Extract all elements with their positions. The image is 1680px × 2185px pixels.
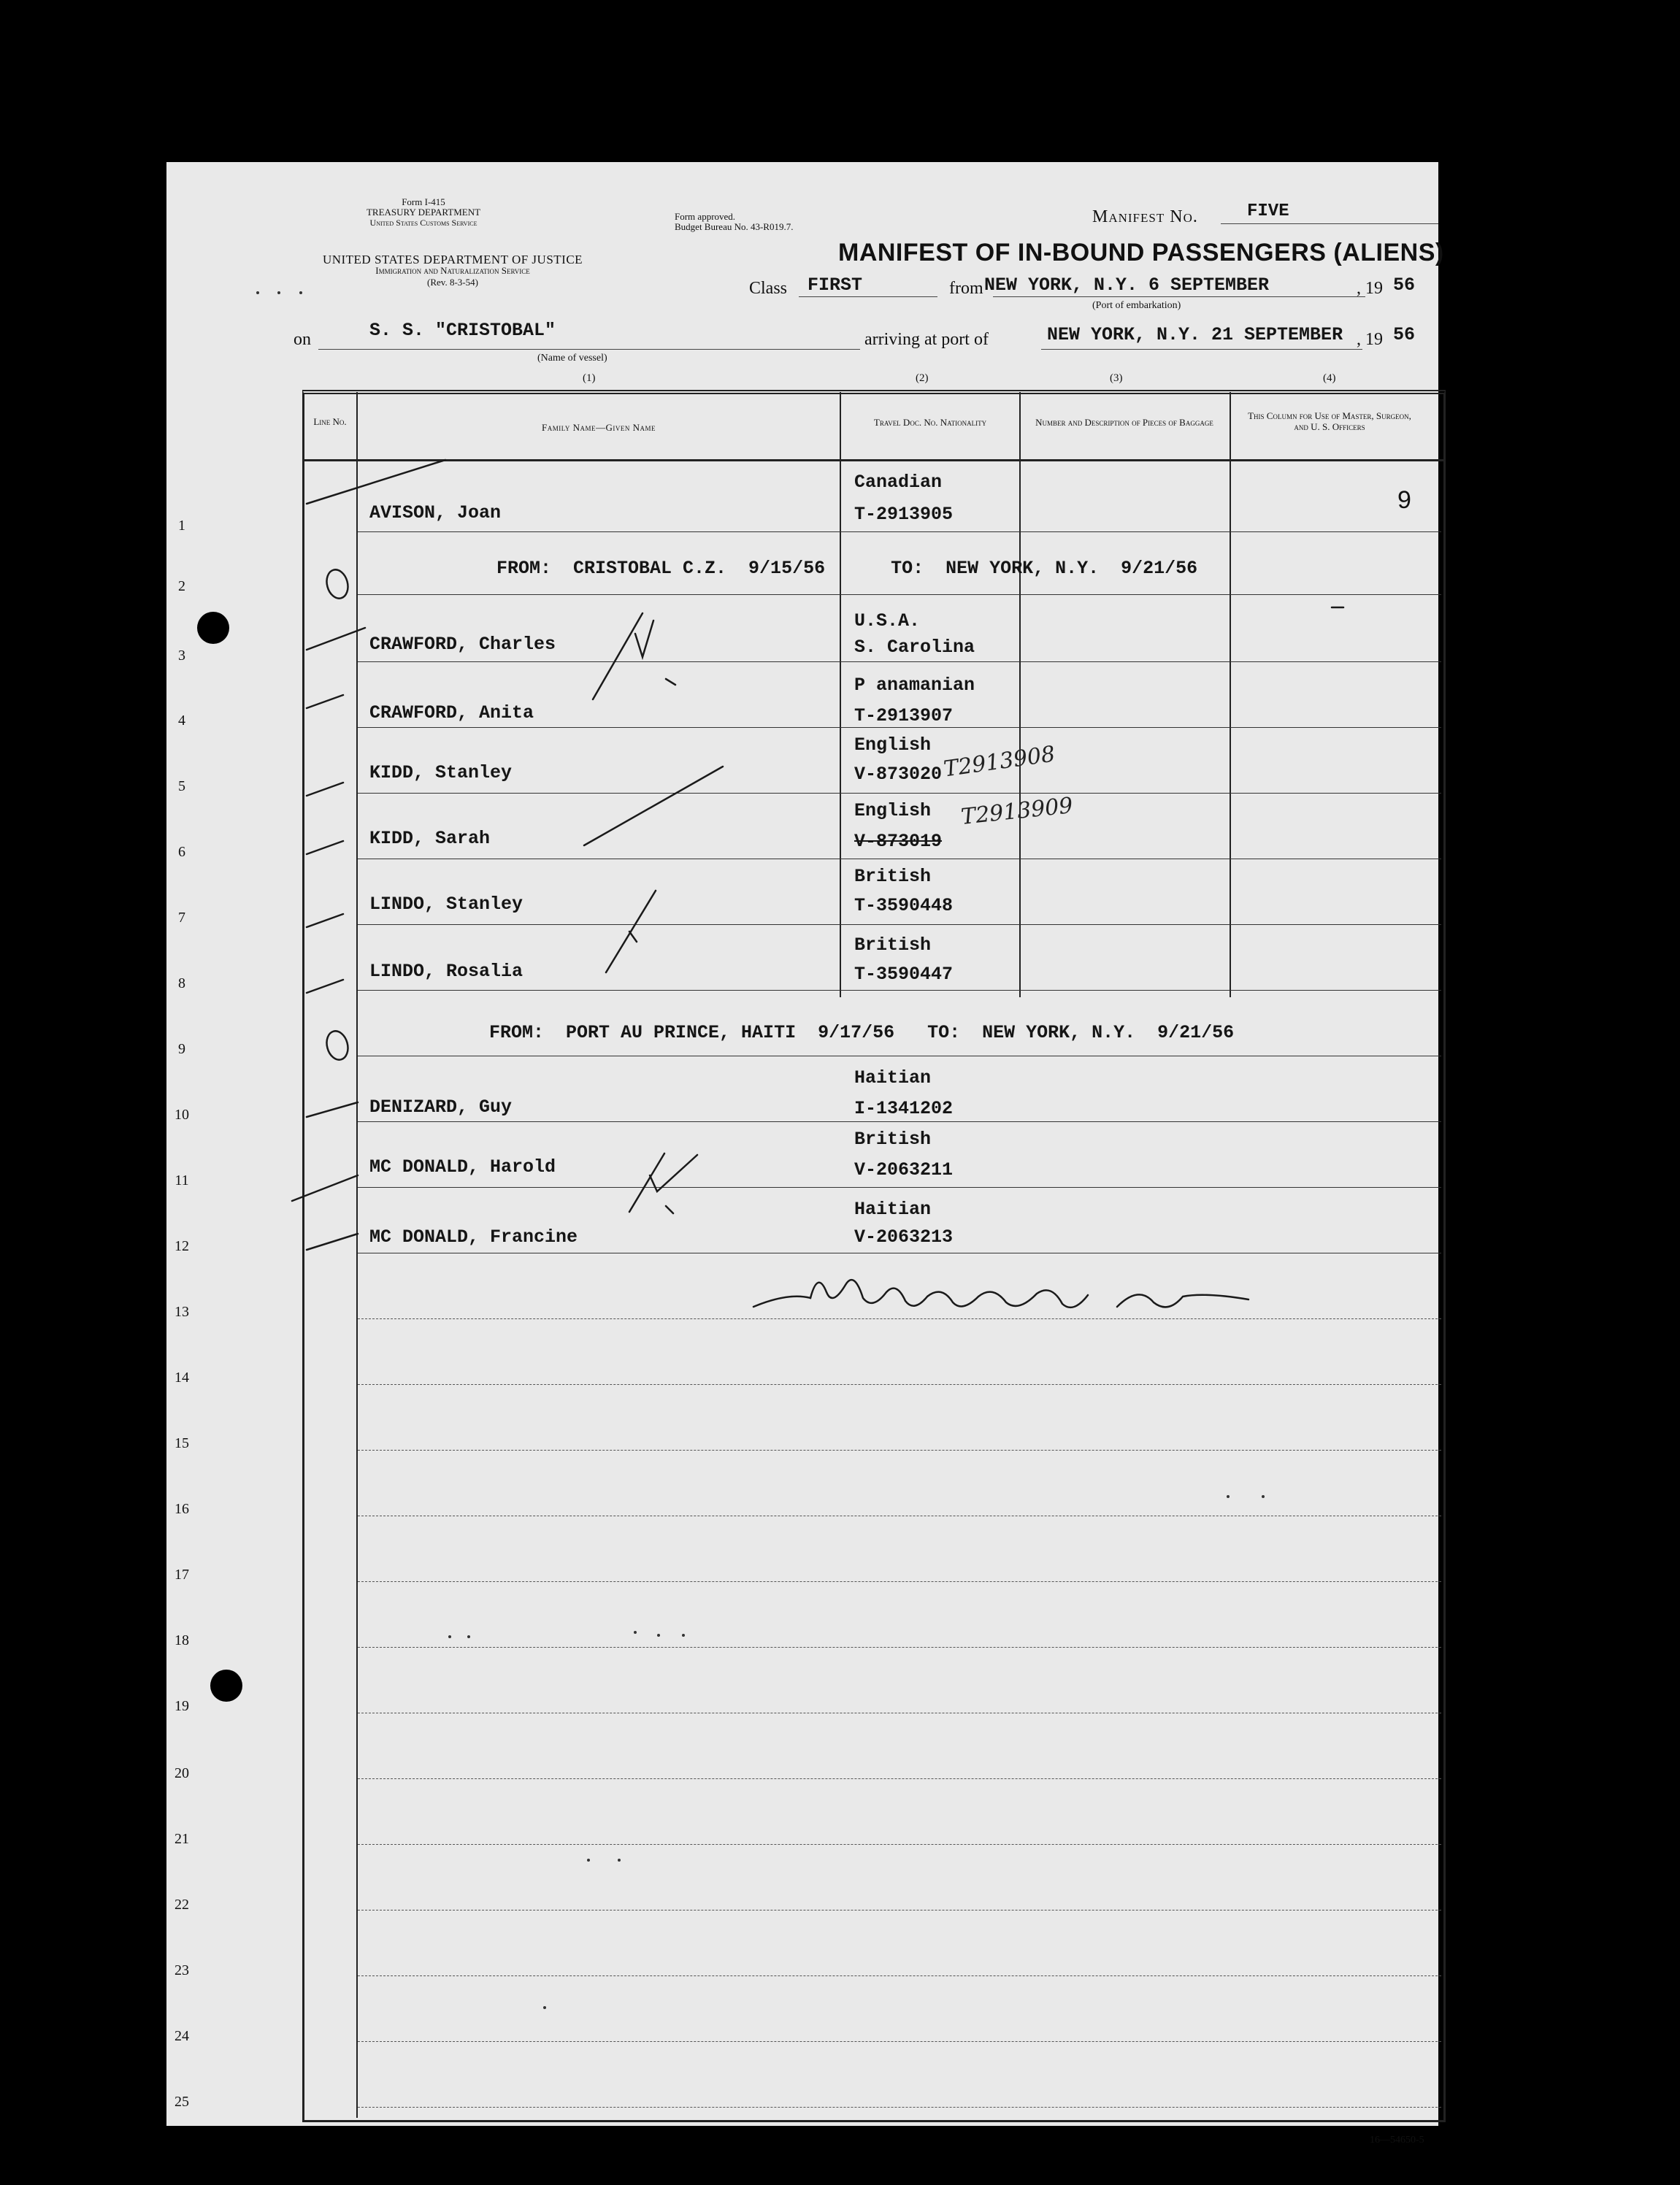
from-label: from xyxy=(949,279,983,298)
nationality: British xyxy=(854,1129,932,1150)
vessel-name: S. S. "CRISTOBAL" xyxy=(369,320,556,341)
row-num: 20 xyxy=(174,1765,189,1781)
budget-bureau: Budget Bureau No. 43-R019.7. xyxy=(675,221,794,232)
dept-treasury: TREASURY DEPARTMENT xyxy=(366,207,481,218)
row-num: 17 xyxy=(174,1567,189,1583)
form-number: Form I-415 xyxy=(402,196,445,207)
row-num: 24 xyxy=(174,2028,189,2044)
row-num: 16 xyxy=(174,1501,189,1517)
handwritten-doc-number: T2913908 xyxy=(942,741,1057,783)
travel-doc: I-1341202 xyxy=(854,1098,954,1119)
row-num: 7 xyxy=(178,910,185,926)
row-num: 25 xyxy=(174,2094,189,2110)
footer-code: 16—54650-5 xyxy=(1370,2135,1424,2146)
form-approved: Form approved. xyxy=(675,211,736,222)
passenger-name: KIDD, Sarah xyxy=(369,828,491,849)
row-num: 22 xyxy=(174,1897,189,1913)
col-num-2: (2) xyxy=(916,372,929,384)
row-num: 5 xyxy=(178,778,185,794)
row-num: 10 xyxy=(174,1107,189,1123)
speck xyxy=(618,1859,621,1862)
port-caption: (Port of embarkation) xyxy=(1092,300,1181,311)
nationality: Haitian xyxy=(854,1199,932,1220)
nationality: British xyxy=(854,934,932,956)
manifest-no-value: FIVE xyxy=(1247,201,1289,221)
speck xyxy=(682,1634,685,1637)
class-label: Class xyxy=(749,279,788,298)
travel-doc: T-3590447 xyxy=(854,964,954,985)
speck xyxy=(634,1631,637,1634)
passenger-name: CRAWFORD, Anita xyxy=(369,702,534,723)
nationality: Haitian xyxy=(854,1067,932,1088)
class-value: FIRST xyxy=(808,274,863,296)
row-num: 6 xyxy=(178,844,185,860)
row-num: 8 xyxy=(178,975,185,991)
travel-doc: T-3590448 xyxy=(854,895,954,916)
row-num: 4 xyxy=(178,713,185,729)
row-num: 13 xyxy=(174,1304,189,1320)
dept-customs: United States Customs Service xyxy=(369,218,477,228)
row-num: 14 xyxy=(174,1370,189,1386)
route-line: FROM: CRISTOBAL C.Z. 9/15/56 TO: NEW YORK, N.Y. 9/21/56 xyxy=(496,558,1198,579)
passenger-name: MC DONALD, Harold xyxy=(369,1156,556,1178)
manifest-no-label: Manifest No. xyxy=(1092,207,1198,226)
passenger-name: DENIZARD, Guy xyxy=(369,1097,513,1118)
head-name: Family Name—Given Name xyxy=(542,422,656,433)
arrival-year-prefix: , 19 xyxy=(1357,330,1383,349)
speck xyxy=(277,291,280,294)
head-line-no: Line No. xyxy=(313,416,347,427)
row-num: 9 xyxy=(178,1041,185,1057)
dept-justice: UNITED STATES DEPARTMENT OF JUSTICE xyxy=(322,253,583,266)
passenger-name: LINDO, Rosalia xyxy=(369,961,523,982)
passenger-name: LINDO, Stanley xyxy=(369,894,523,915)
row-num: 11 xyxy=(174,1172,189,1188)
row-num: 18 xyxy=(174,1632,189,1648)
travel-doc: T-2913907 xyxy=(854,705,954,726)
travel-doc: V-2063213 xyxy=(854,1226,954,1248)
speck xyxy=(256,291,259,294)
row-num: 15 xyxy=(174,1435,189,1451)
speck xyxy=(467,1635,470,1638)
nationality: English xyxy=(854,800,932,821)
dept-immigration: Immigration and Naturalization Service xyxy=(375,265,530,276)
row-num: 19 xyxy=(174,1698,189,1714)
passenger-name: KIDD, Stanley xyxy=(369,762,513,783)
manifest-title: MANIFEST OF IN-BOUND PASSENGERS (ALIENS) xyxy=(838,239,1444,266)
travel-doc: V-2063211 xyxy=(854,1159,954,1180)
from-value: NEW YORK, N.Y. 6 SEPTEMBER xyxy=(984,274,1270,296)
nationality: P anamanian xyxy=(854,675,975,696)
row-num: 12 xyxy=(174,1238,189,1254)
nationality: U.S.A. xyxy=(854,610,921,631)
row-num: 2 xyxy=(178,578,185,594)
arriving-label: arriving at port of xyxy=(864,330,989,349)
head-travel-doc: Travel Doc. No. Nationality xyxy=(873,417,987,428)
head-baggage: Number and Description of Pieces of Baggage xyxy=(1035,417,1213,428)
row-num: 3 xyxy=(178,648,185,664)
row-num: 1 xyxy=(178,518,185,534)
row-num: 21 xyxy=(174,1831,189,1847)
on-label: on xyxy=(294,330,311,349)
form-revision: (Rev. 8-3-54) xyxy=(427,277,478,288)
nationality: Canadian xyxy=(854,472,943,493)
vessel-caption: (Name of vessel) xyxy=(537,353,607,364)
arrival-value: NEW YORK, N.Y. 21 SEPTEMBER xyxy=(1047,324,1343,345)
head-officers: This Column for Use of Master, Surgeon, and U. S. Officers xyxy=(1248,410,1411,432)
passenger-name: MC DONALD, Francine xyxy=(369,1226,578,1248)
travel-doc: V-873019 xyxy=(854,831,943,852)
speck xyxy=(543,2006,546,2009)
row-num: 23 xyxy=(174,1962,189,1978)
col-num-4: (4) xyxy=(1323,372,1336,384)
speck xyxy=(657,1634,660,1637)
speck xyxy=(1227,1495,1230,1498)
nationality: English xyxy=(854,734,932,756)
col-num-1: (1) xyxy=(583,372,596,384)
travel-doc: S. Carolina xyxy=(854,637,975,658)
col-num-3: (3) xyxy=(1110,372,1123,384)
route-line: FROM: PORT AU PRINCE, HAITI 9/17/56 TO: NEW YORK, N.Y. 9/21/56 xyxy=(489,1022,1235,1043)
passenger-name: AVISON, Joan xyxy=(369,502,502,523)
from-year-prefix: , 19 xyxy=(1357,279,1383,298)
passenger-name: CRAWFORD, Charles xyxy=(369,634,556,655)
from-year: 56 xyxy=(1393,274,1416,296)
handwritten-doc-number: T2913909 xyxy=(959,793,1075,830)
travel-doc: T-2913905 xyxy=(854,504,954,525)
speck xyxy=(299,291,302,294)
speck xyxy=(587,1859,590,1862)
speck xyxy=(1262,1495,1265,1498)
nationality: British xyxy=(854,866,932,887)
arrival-year: 56 xyxy=(1393,324,1416,345)
travel-doc: V-873020 xyxy=(854,764,943,785)
speck xyxy=(448,1635,451,1638)
officer-mark: 9 xyxy=(1397,486,1411,514)
